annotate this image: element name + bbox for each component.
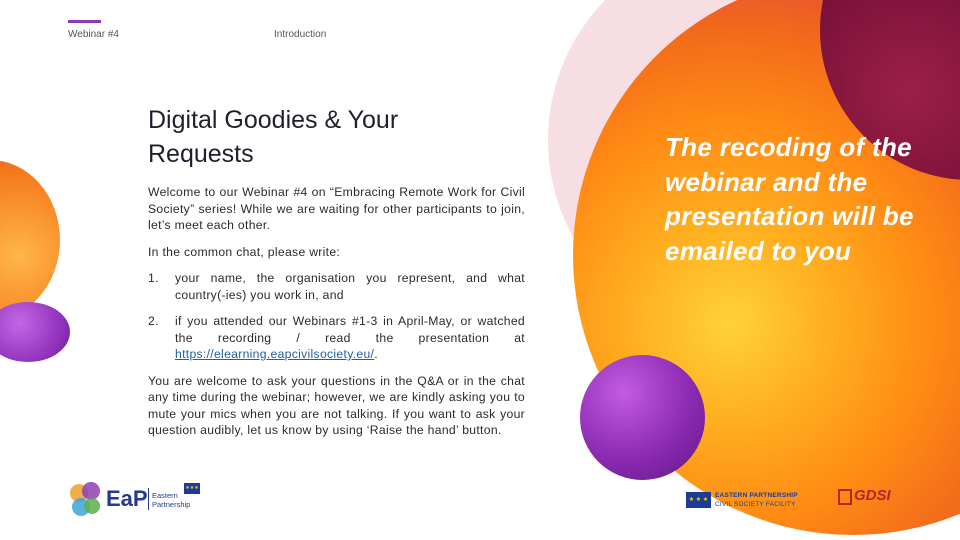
eap-subtitle-line1: Eastern xyxy=(152,491,178,500)
eastern-partnership-logo xyxy=(68,478,208,520)
list-item-suffix: . xyxy=(374,347,378,361)
gdsi-logo-text: GDSI xyxy=(854,487,891,504)
list-number: 2. xyxy=(148,314,159,328)
list-item-text: if you attended our Webinars #1-3 in April-May, or watched the recording / read the presentation at xyxy=(175,314,525,345)
list-item xyxy=(148,313,525,363)
list-number: 1. xyxy=(148,271,159,285)
eu-flag-icon: ★ ★ ★ xyxy=(686,492,711,508)
eap-logo-text: EaP xyxy=(106,486,148,511)
eap-subtitle-line2: Partnership xyxy=(152,500,191,509)
eap-civil-society-facility-logo xyxy=(686,490,831,512)
recording-callout: The recoding of the webinar and the presentation will be emailed to you xyxy=(665,132,914,266)
eap-circles-icon xyxy=(68,480,104,518)
eu-flag-icon: ★★★ xyxy=(184,483,200,494)
header-accent-bar xyxy=(68,20,101,23)
eapcs-logo-line1: EASTERN PARTNERSHIP xyxy=(715,492,798,499)
slide-body xyxy=(148,184,525,449)
eap-logo-divider xyxy=(148,488,149,510)
chat-instructions-list xyxy=(148,270,525,363)
decorative-left-purple-circle xyxy=(0,302,70,362)
header-webinar-label: Webinar #4 xyxy=(68,29,119,40)
intro-paragraph: Welcome to our Webinar #4 on “Embracing Remote Work for Civil Society” series! While we are waiting for other participants to join, let’s meet each other. xyxy=(148,185,525,232)
eapcs-logo-line2: CIVIL SOCIETY FACILITY xyxy=(715,501,796,508)
slide-title: Digital Goodies & Your Requests xyxy=(148,106,399,168)
header-section-label: Introduction xyxy=(274,29,327,40)
list-item-text: your name, the organisation you represent, and what country(-ies) you work in, and xyxy=(175,271,525,302)
elearning-link[interactable]: https://elearning.eapcivilsociety.eu/ xyxy=(175,347,375,361)
gdsi-mark-icon xyxy=(838,489,852,505)
closing-paragraph: You are welcome to ask your questions in the Q&A or in the chat any time during the webinar; however, we are kindly asking you to mute your mics when you are not talking. If you want to ask your question audibly, let us know by using ‘Raise the hand’ button. xyxy=(148,373,525,437)
chat-prompt: In the common chat, please write: xyxy=(148,244,341,259)
list-item xyxy=(148,270,525,303)
decorative-purple-circle xyxy=(580,355,705,480)
decorative-left-orange-circle xyxy=(0,160,60,320)
gdsi-logo xyxy=(838,489,898,513)
